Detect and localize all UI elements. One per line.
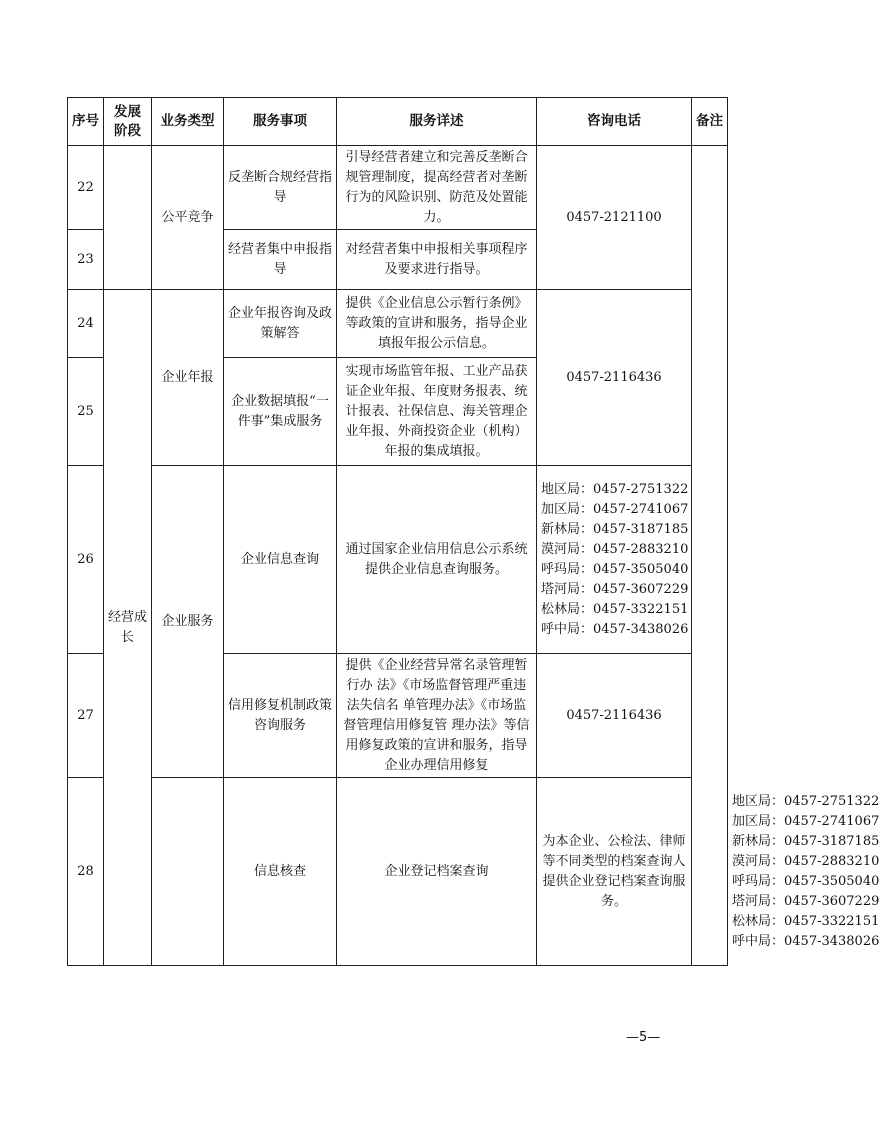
detail-cell: 通过国家企业信用信息公示系统提供企业信息查询服务。 <box>337 466 537 654</box>
phone-list-cell <box>537 466 692 654</box>
detail-cell: 提供《企业经营异常名录管理暂行办 法》《市场监督管理严重违法失信名 单管理办法》《市场监督管理信用修复管 理办法》等信用修复政策的宣讲和服务，指导企业办理信用修复 <box>337 654 537 778</box>
item-cell: 企业登记档案查询 <box>337 778 537 966</box>
stage-cell-empty <box>152 778 224 966</box>
type-cell: 企业年报 <box>152 290 224 466</box>
header-phone: 咨询电话 <box>537 98 692 146</box>
phone-line: 加区局：0457-2741067 <box>541 501 689 517</box>
note-cell <box>692 146 728 966</box>
table-row <box>68 466 728 654</box>
item-cell: 企业年报咨询及政策解答 <box>224 290 337 358</box>
phone-cell: 0457-2121100 <box>537 146 692 290</box>
item-cell: 信用修复机制政策咨询服务 <box>224 654 337 778</box>
item-cell: 企业信息查询 <box>224 466 337 654</box>
page-number: —5— <box>626 1030 661 1045</box>
row-number: 27 <box>68 654 104 778</box>
detail-cell: 为本企业、公检法、律师等不同类型的档案查询人提供企业登记档案查询服务。 <box>537 778 692 966</box>
item-cell: 企业数据填报“一件事”集成服务 <box>224 358 337 466</box>
table-row <box>68 146 728 230</box>
row-number: 26 <box>68 466 104 654</box>
type-cell: 公平竞争 <box>152 146 224 290</box>
header-no: 序号 <box>68 98 104 146</box>
phone-line: 呼中局：0457-3438026 <box>541 621 689 637</box>
detail-cell: 对经营者集中申报相关事项程序及要求进行指导。 <box>337 230 537 290</box>
row-number: 24 <box>68 290 104 358</box>
stage-cell-empty <box>104 146 152 290</box>
item-cell: 经营者集中申报指导 <box>224 230 337 290</box>
row-number: 28 <box>68 778 104 966</box>
phone-line: 塔河局：0457-3607229 <box>541 581 689 597</box>
header-type: 业务类型 <box>152 98 224 146</box>
stage-cell: 经营成长 <box>104 290 152 966</box>
detail-cell: 提供《企业信息公示暂行条例》等政策的宣讲和服务，指导企业填报年报公示信息。 <box>337 290 537 358</box>
phone-line: 地区局：0457-2751322 <box>541 481 689 497</box>
type-cell: 信息核查 <box>224 778 337 966</box>
header-row <box>68 98 728 146</box>
detail-cell: 引导经营者建立和完善反垄断合规管理制度，提高经营者对垄断行为的风险识别、防范及处置能力。 <box>337 146 537 230</box>
header-stage: 发展阶段 <box>104 98 152 146</box>
header-note: 备注 <box>692 98 728 146</box>
phone-line: 松林局：0457-3322151 <box>541 601 689 617</box>
phone-line: 呼玛局：0457-3505040 <box>541 561 689 577</box>
item-cell: 反垄断合规经营指导 <box>224 146 337 230</box>
phone-line: 新林局：0457-3187185 <box>541 521 689 537</box>
table-row <box>68 290 728 358</box>
header-item: 服务事项 <box>224 98 337 146</box>
phone-cell: 0457-2116436 <box>537 654 692 778</box>
header-detail: 服务详述 <box>337 98 537 146</box>
type-cell: 企业服务 <box>152 466 224 778</box>
detail-cell: 实现市场监管年报、工业产品获证企业年报、年度财务报表、统计报表、社保信息、海关管理企业年报、外商投资企业（机构）年报的集成填报。 <box>337 358 537 466</box>
phone-cell: 0457-2116436 <box>537 290 692 466</box>
row-number: 22 <box>68 146 104 230</box>
row-number: 25 <box>68 358 104 466</box>
service-table <box>67 97 879 966</box>
row-number: 23 <box>68 230 104 290</box>
table-row: 28 信息核查 企业登记档案查询 为本企业、公检法、律师等不同类型的档案查询人提供企业登记档案查询服务。 地区局：0457-2751322 加区局：0457-2741067 新林局：0457-3187185 漠河局：0457-2883210 呼玛局：0457-3505040 塔河局：0457-3607229 松林局：0457-3322151 呼中局：0457-3438026 <box>68 778 728 966</box>
phone-line: 漠河局：0457-2883210 <box>541 541 689 557</box>
